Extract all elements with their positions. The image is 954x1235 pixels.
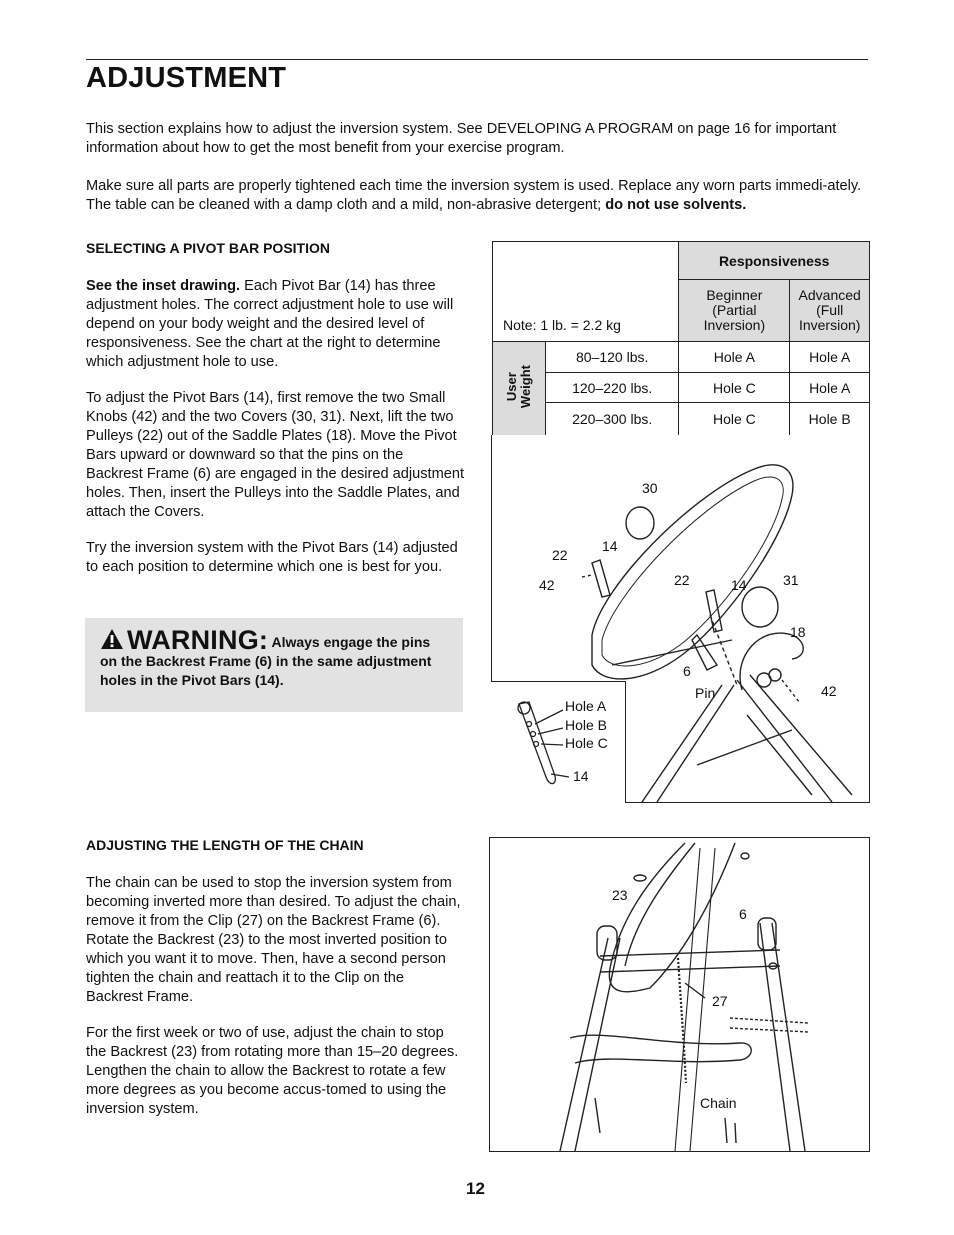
col-advanced — [790, 280, 870, 342]
pivot-paragraph-3: Try the inversion system with the Pivot Bars (14) adjusted to each position to determine which one is best for you. — [86, 540, 458, 575]
table-note: Note: 1 lb. = 2.2 kg — [493, 242, 679, 342]
warning-word: WARNING: — [127, 625, 269, 655]
page-title: ADJUSTMENT — [86, 62, 287, 94]
col-beginner-l3: Inversion) — [703, 317, 766, 333]
callout-chain: Chain — [700, 1095, 737, 1111]
pivot-paragraph-2: To adjust the Pivot Bars (14), first remove the two Small Knobs (42) and the two Covers (30, 31). Next, lift the two Pulleys (22) out of the Saddle Plates (18). Move the Pivot Bars upward or downward so that the pins on the Backrest Frame (6) are engaged in the desired adjustment holes. Then, insert the Pulleys into the Saddle Plates, and attach the Covers. — [86, 390, 465, 520]
pivot-paragraph-1 — [86, 277, 464, 372]
pivot-p1-text: Each Pivot Bar (14) has three adjustment holes. The correct adjustment hole to use will depend on your body weight and the desired level of responsiveness. See the chart at the right to determine which adjustment hole to use. — [86, 278, 454, 370]
row2-weight: 120–220 lbs. — [546, 373, 679, 403]
inset-hole-a: Hole A — [565, 698, 607, 714]
warning-content — [100, 625, 450, 690]
callout-23: 23 — [612, 887, 628, 903]
callout-14a: 14 — [602, 538, 618, 554]
row-group-user-weight — [493, 342, 546, 436]
top-rule — [86, 59, 868, 60]
row3-beginner: Hole C — [679, 403, 790, 436]
pivot-p1-bold: See the inset drawing. — [86, 278, 241, 294]
inset-callout-14: 14 — [573, 768, 589, 784]
callout-6-chain: 6 — [739, 906, 747, 922]
callout-pin: Pin — [695, 685, 716, 701]
row-group-l1: User — [504, 372, 519, 402]
warning-box — [85, 618, 463, 712]
callout-22a: 22 — [552, 547, 568, 563]
intro-paragraph-2 — [86, 177, 868, 215]
chain-paragraph-1: The chain can be used to stop the inversion system from becoming inverted more than desired. To adjust the chain, remove it from the Clip (27) on the Backrest Frame (6). Rotate the Backrest (23) to the most inverted position to which you want it to move. Then, have a second person tighten the chain and reattach it to the Clip on the Backrest Frame. — [86, 875, 461, 1005]
chain-paragraph-2: For the first week or two of use, adjust the chain to stop the Backrest (23) from rotating more than 15–20 degrees. Lengthen the chain to allow the Backrest to rotate a few more degrees as you become accus-tomed to using the inversion system. — [86, 1025, 459, 1117]
table-header-responsiveness: Responsiveness — [679, 242, 870, 280]
callout-42a: 42 — [539, 577, 555, 593]
row-group-l2: Weight — [518, 365, 533, 409]
row1-weight: 80–120 lbs. — [546, 342, 679, 373]
responsiveness-table — [492, 241, 870, 436]
col-beginner-l2: (Partial — [712, 302, 757, 318]
chain-figure — [489, 837, 870, 1152]
callout-30: 30 — [642, 480, 658, 496]
col-advanced-l2: (Full — [816, 302, 844, 318]
pivot-figure — [491, 435, 870, 803]
inset-hole-b: Hole B — [565, 717, 608, 733]
row2-advanced: Hole A — [790, 373, 870, 403]
callout-27: 27 — [712, 993, 728, 1009]
row1-advanced: Hole A — [790, 342, 870, 373]
callout-22b: 22 — [674, 572, 690, 588]
intro-text: Make sure all parts are properly tightened each time the inversion system is used. Replace any worn parts immedi-ately. The table can be cleaned with a damp cloth and a mild, non-abrasive detergent; — [86, 178, 862, 213]
callout-42b: 42 — [821, 683, 837, 699]
col-beginner — [679, 280, 790, 342]
callout-31: 31 — [783, 572, 799, 588]
row3-weight: 220–300 lbs. — [546, 403, 679, 436]
callout-18: 18 — [790, 624, 806, 640]
callout-6: 6 — [683, 663, 691, 679]
pivot-bar-inset — [491, 681, 626, 803]
intro-emphasis: do not use solvents. — [605, 197, 747, 213]
inset-hole-c: Hole C — [565, 735, 608, 751]
col-advanced-l3: Inversion) — [798, 317, 861, 333]
col-beginner-l1: Beginner — [706, 287, 763, 303]
callout-14b: 14 — [731, 577, 747, 593]
intro-paragraph-1: This section explains how to adjust the inversion system. See DEVELOPING A PROGRAM on page 16 for important information about how to get the most benefit from your exercise program. — [86, 121, 837, 156]
chain-heading: ADJUSTING THE LENGTH OF THE CHAIN — [86, 837, 364, 853]
pivot-heading: SELECTING A PIVOT BAR POSITION — [86, 240, 330, 256]
chain-drawing — [490, 838, 869, 1151]
warning-triangle-icon — [100, 628, 124, 650]
warning-text-b: pins on the Backrest Frame (6) in the same adjustment holes in the Pivot Bars (14). — [100, 634, 432, 688]
page-number: 12 — [466, 1179, 485, 1198]
row3-advanced: Hole B — [790, 403, 870, 436]
warning-text-a: Always engage the — [271, 634, 398, 650]
col-advanced-l1: Advanced — [798, 287, 861, 303]
row1-beginner: Hole A — [679, 342, 790, 373]
row2-beginner: Hole C — [679, 373, 790, 403]
